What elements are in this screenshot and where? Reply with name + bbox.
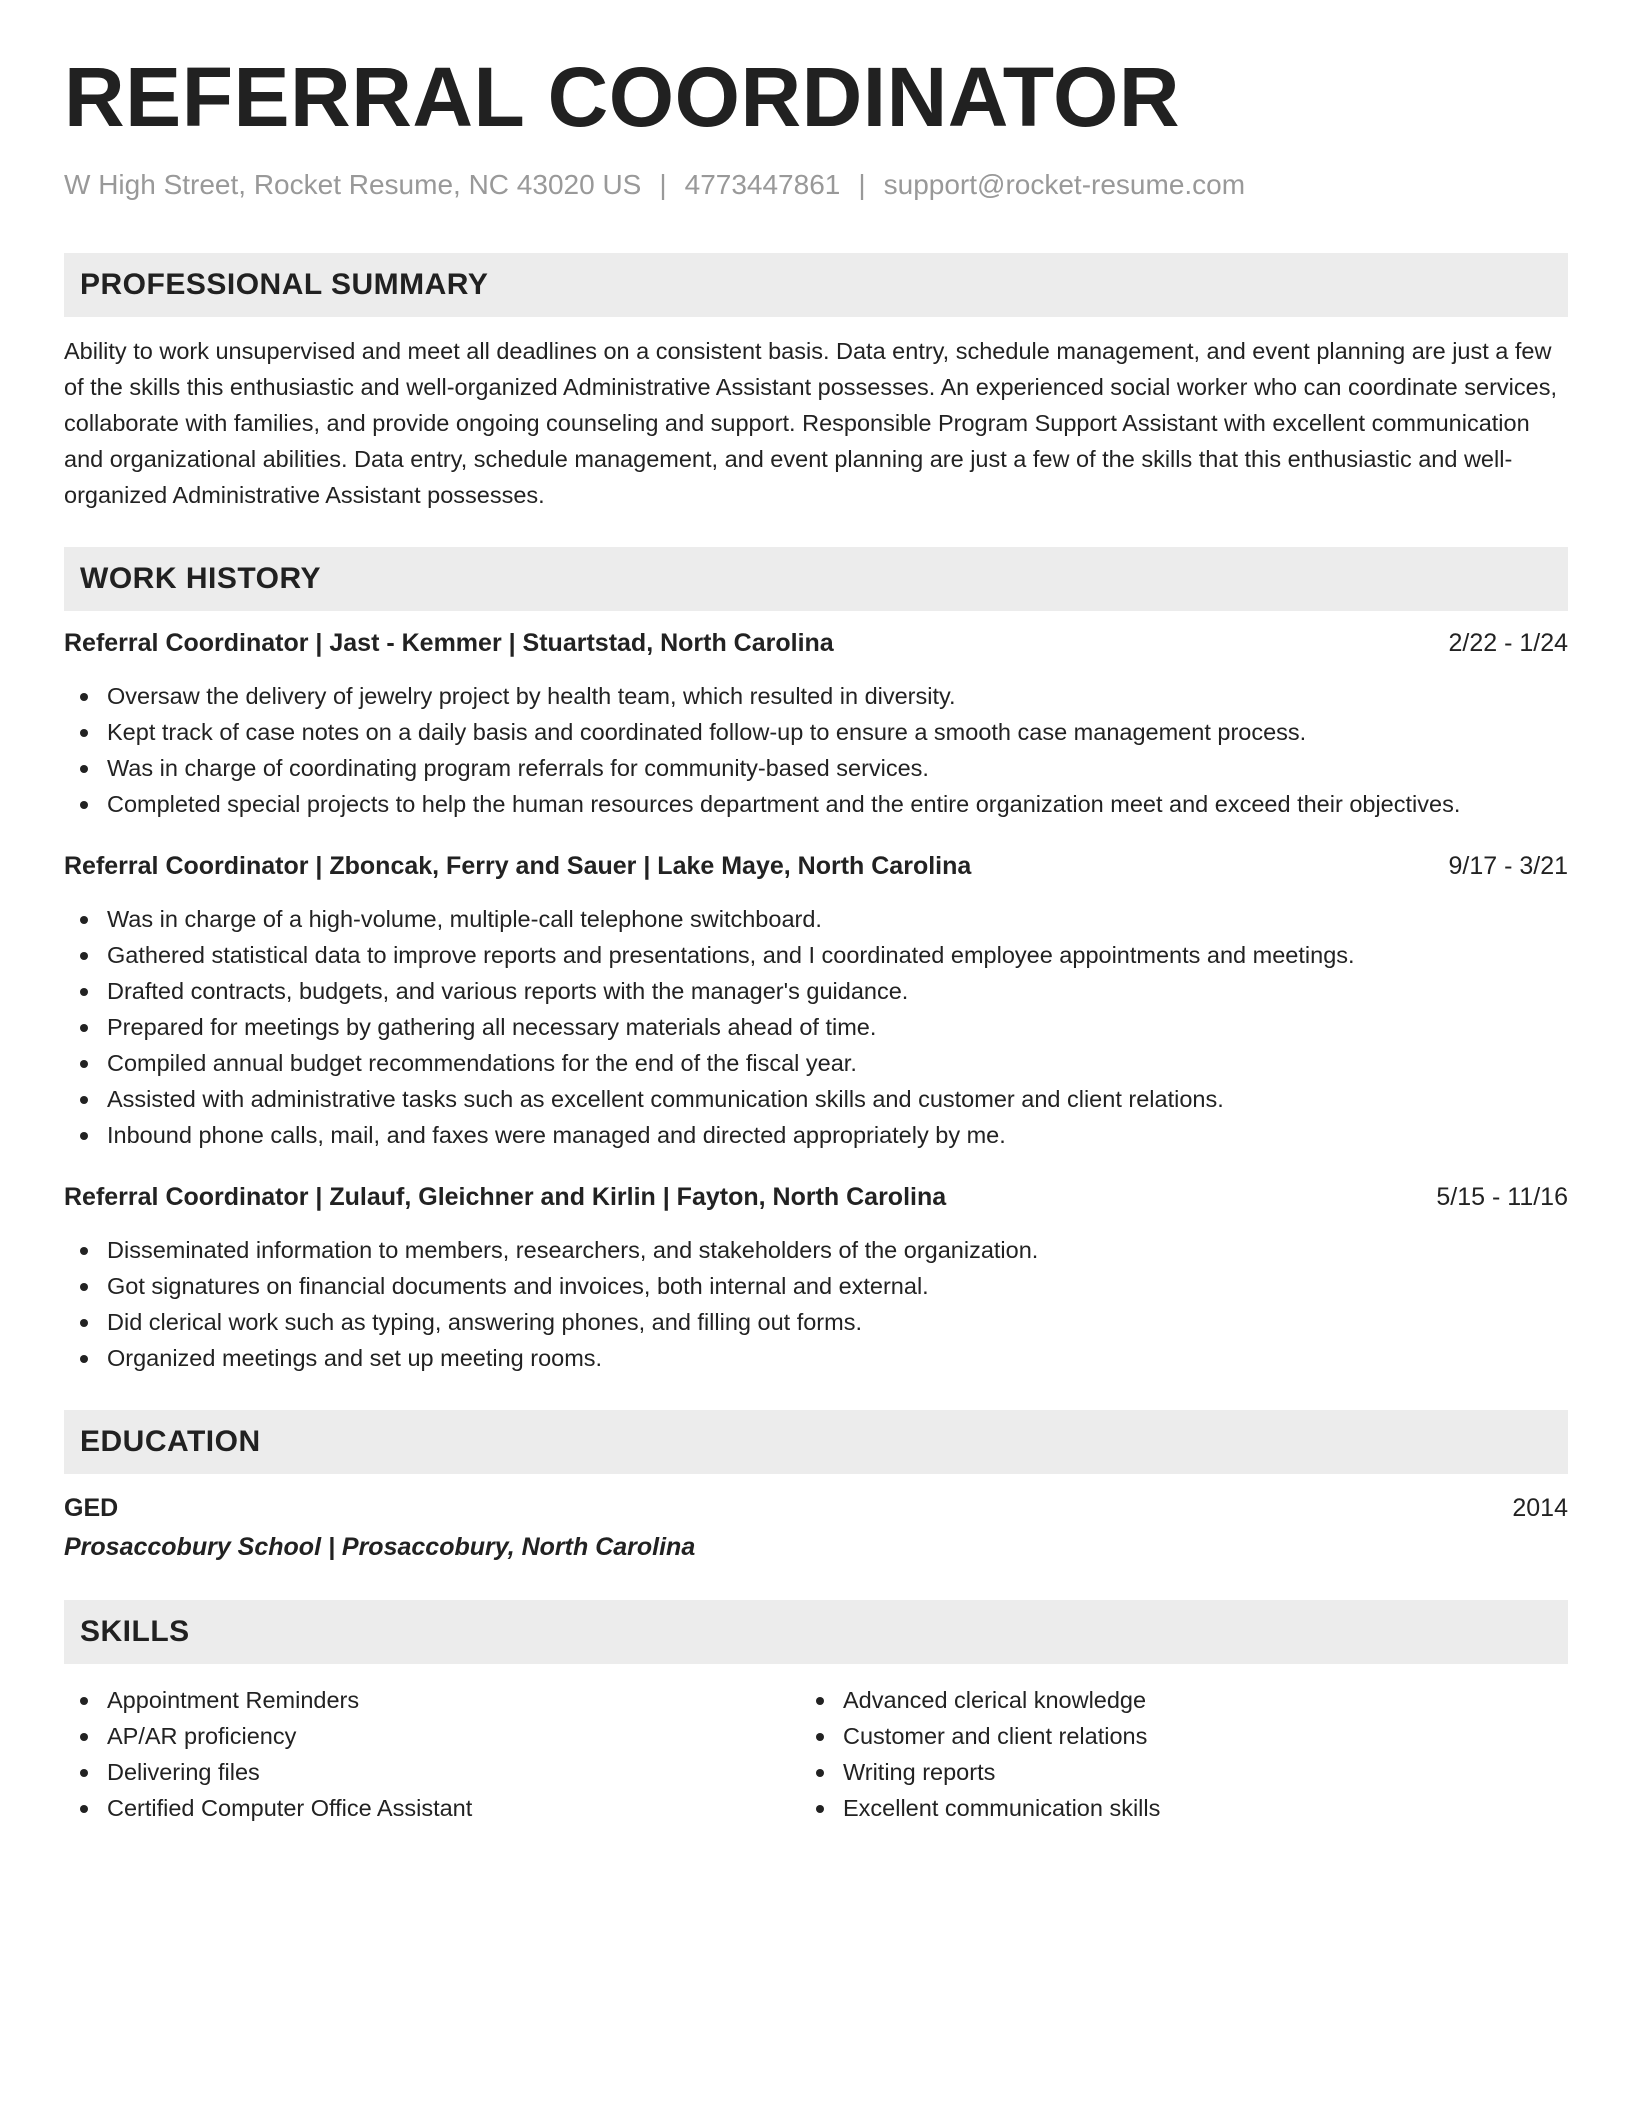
job-entry-2 — [64, 852, 1568, 1153]
education-header — [64, 1494, 1568, 1523]
list-item: Disseminated information to members, researchers, and stakeholders of the organization. — [64, 1232, 1568, 1268]
skills-columns — [64, 1682, 1568, 1826]
education-year: 2014 — [1512, 1494, 1568, 1522]
education-degree: GED — [64, 1494, 119, 1522]
job-dates: 9/17 - 3/21 — [1448, 852, 1568, 880]
contact-phone: 4773447861 — [684, 169, 841, 200]
skills-heading: SKILLS — [64, 1600, 1568, 1664]
job-bullets — [64, 678, 1568, 822]
job-header — [64, 1183, 1568, 1212]
list-item: Excellent communication skills — [800, 1790, 1560, 1826]
job-title: Referral Coordinator | Zulauf, Gleichner and Kirlin | Fayton, North Carolina — [64, 1183, 947, 1211]
list-item: Writing reports — [800, 1754, 1560, 1790]
resume-name: REFERRAL COORDINATOR — [64, 50, 1181, 144]
list-item: Completed special projects to help the human resources department and the entire organization meet and exceed their objectives. — [64, 786, 1568, 822]
job-dates: 5/15 - 11/16 — [1436, 1183, 1568, 1211]
work-history-heading: WORK HISTORY — [64, 547, 1568, 611]
list-item: AP/AR proficiency — [64, 1718, 800, 1754]
job-title: Referral Coordinator | Zboncak, Ferry and Sauer | Lake Maye, North Carolina — [64, 852, 972, 880]
list-item: Delivering files — [64, 1754, 800, 1790]
list-item: Customer and client relations — [800, 1718, 1560, 1754]
list-item: Did clerical work such as typing, answering phones, and filling out forms. — [64, 1304, 1568, 1340]
list-item: Was in charge of coordinating program referrals for community-based services. — [64, 750, 1568, 786]
job-bullets — [64, 1232, 1568, 1376]
contact-separator: | — [858, 169, 866, 200]
list-item: Drafted contracts, budgets, and various reports with the manager's guidance. — [64, 973, 1568, 1009]
list-item: Advanced clerical knowledge — [800, 1682, 1560, 1718]
job-header — [64, 852, 1568, 881]
skills-list-right — [800, 1682, 1560, 1826]
list-item: Certified Computer Office Assistant — [64, 1790, 800, 1826]
contact-address: W High Street, Rocket Resume, NC 43020 US — [64, 169, 642, 200]
contact-email: support@rocket-resume.com — [883, 169, 1246, 200]
list-item: Was in charge of a high-volume, multiple-call telephone switchboard. — [64, 901, 1568, 937]
list-item: Appointment Reminders — [64, 1682, 800, 1718]
job-dates: 2/22 - 1/24 — [1448, 629, 1568, 657]
job-header — [64, 629, 1568, 658]
list-item: Kept track of case notes on a daily basis and coordinated follow-up to ensure a smooth case management process. — [64, 714, 1568, 750]
job-bullets — [64, 901, 1568, 1153]
education-heading: EDUCATION — [64, 1410, 1568, 1474]
contact-line — [64, 169, 1568, 201]
job-entry-3 — [64, 1183, 1568, 1376]
list-item: Assisted with administrative tasks such as excellent communication skills and customer and client relations. — [64, 1081, 1568, 1117]
summary-heading: PROFESSIONAL SUMMARY — [64, 253, 1568, 317]
list-item: Organized meetings and set up meeting rooms. — [64, 1340, 1568, 1376]
list-item: Oversaw the delivery of jewelry project by health team, which resulted in diversity. — [64, 678, 1568, 714]
skills-list-left — [64, 1682, 800, 1826]
list-item: Got signatures on financial documents and invoices, both internal and external. — [64, 1268, 1568, 1304]
list-item: Prepared for meetings by gathering all necessary materials ahead of time. — [64, 1009, 1568, 1045]
education-school: Prosaccobury School | Prosaccobury, North Carolina — [64, 1533, 696, 1561]
list-item: Gathered statistical data to improve reports and presentations, and I coordinated employee appointments and meetings. — [64, 937, 1568, 973]
job-title: Referral Coordinator | Jast - Kemmer | Stuartstad, North Carolina — [64, 629, 834, 657]
summary-text: Ability to work unsupervised and meet all deadlines on a consistent basis. Data entry, schedule management, and event planning are just a few of the skills this enthusiastic and well-organized Administrative Assistant possesses. An experienced social worker who can coordinate services, collaborate with families, and provide ongoing counseling and support. Responsible Program Support Assistant with excellent communication and organizational abilities. Data entry, schedule management, and event planning are just a few of the skills that this enthusiastic and well-organized Administrative Assistant possesses. — [64, 338, 1557, 508]
job-entry-1 — [64, 629, 1568, 822]
list-item: Compiled annual budget recommendations for the end of the fiscal year. — [64, 1045, 1568, 1081]
list-item: Inbound phone calls, mail, and faxes were managed and directed appropriately by me. — [64, 1117, 1568, 1153]
contact-separator: | — [659, 169, 667, 200]
